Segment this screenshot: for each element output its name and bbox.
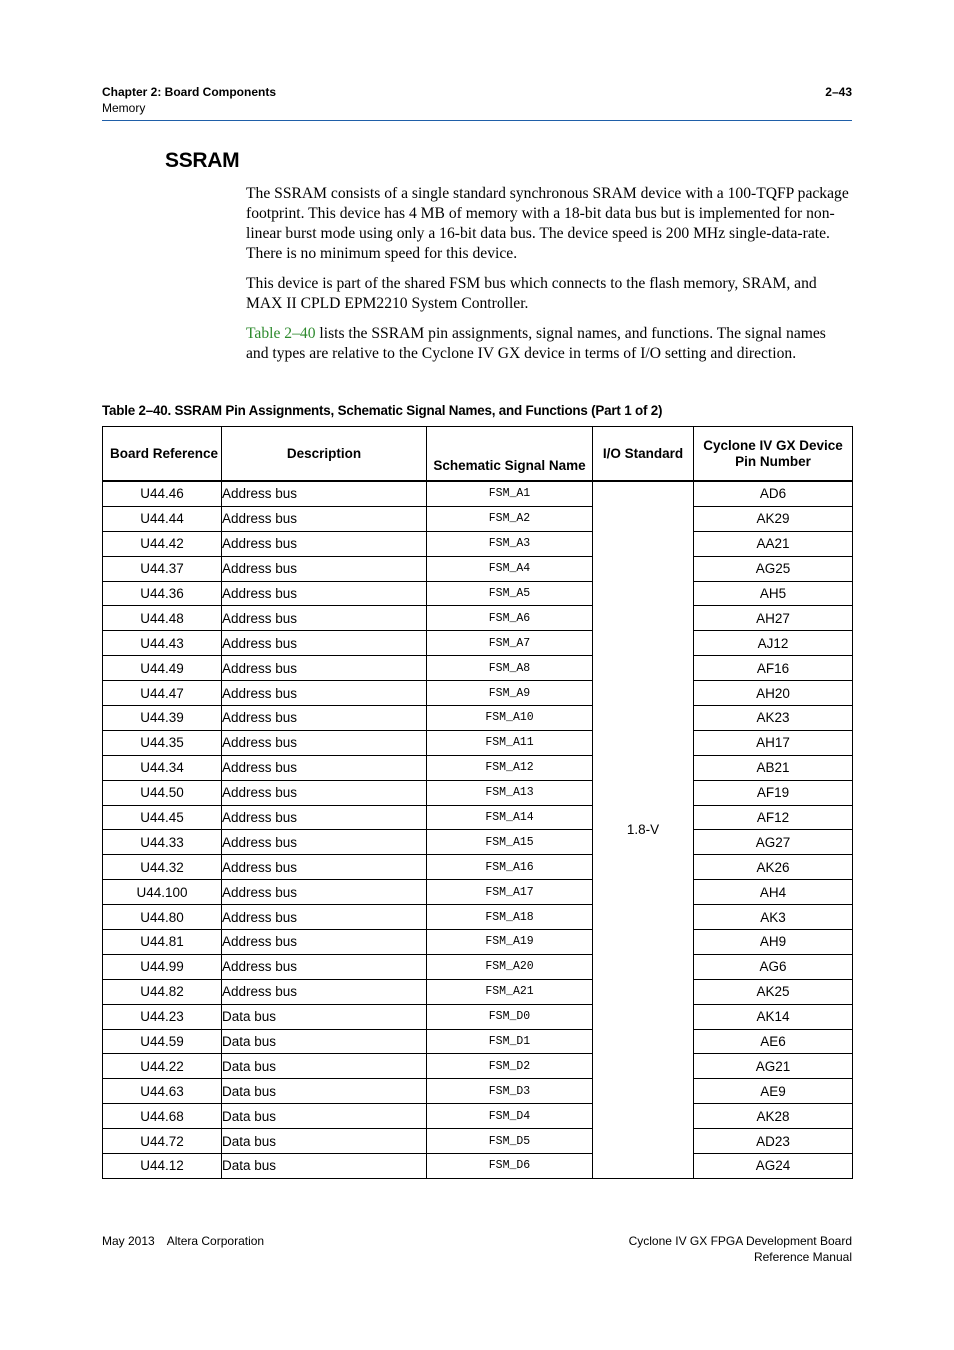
section-heading: SSRAM — [165, 149, 240, 172]
table-row — [103, 855, 853, 880]
pin-number-cell: AK14 — [694, 1004, 853, 1029]
table-row — [103, 531, 853, 556]
signal-name-cell: FSM_A8 — [427, 656, 593, 681]
description-cell: Address bus — [222, 830, 427, 855]
description-cell: Data bus — [222, 1129, 427, 1154]
description-cell: Address bus — [222, 880, 427, 905]
table-header-row — [103, 427, 853, 482]
board-reference-cell: U44.37 — [103, 556, 222, 581]
header-io-standard: I/O Standard — [593, 427, 694, 482]
description-cell: Address bus — [222, 681, 427, 706]
pin-number-cell: AB21 — [694, 755, 853, 780]
table-row — [103, 1154, 853, 1179]
signal-name-cell: FSM_D1 — [427, 1029, 593, 1054]
pin-number-cell: AD6 — [694, 481, 853, 506]
signal-name-cell: FSM_D0 — [427, 1004, 593, 1029]
board-reference-cell: U44.45 — [103, 805, 222, 830]
pin-number-cell: AK3 — [694, 905, 853, 930]
description-cell: Data bus — [222, 1079, 427, 1104]
header-signal-name: Schematic Signal Name — [427, 427, 593, 482]
description-cell: Data bus — [222, 1029, 427, 1054]
signal-name-cell: FSM_A12 — [427, 755, 593, 780]
signal-name-cell: FSM_A7 — [427, 631, 593, 656]
description-cell: Data bus — [222, 1004, 427, 1029]
header-description: Description — [222, 427, 427, 482]
board-reference-cell: U44.63 — [103, 1079, 222, 1104]
description-cell: Data bus — [222, 1154, 427, 1179]
signal-name-cell: FSM_A13 — [427, 780, 593, 805]
pin-number-cell: AG24 — [694, 1154, 853, 1179]
chapter-title: Chapter 2: Board Components — [102, 85, 277, 99]
description-cell: Address bus — [222, 481, 427, 506]
header-pin-number-line2: Pin Number — [735, 453, 811, 469]
pin-number-cell: AH9 — [694, 930, 853, 955]
signal-name-cell: FSM_A10 — [427, 706, 593, 731]
pin-number-cell: AG6 — [694, 954, 853, 979]
table-row — [103, 905, 853, 930]
pin-number-cell: AG21 — [694, 1054, 853, 1079]
signal-name-cell: FSM_A18 — [427, 905, 593, 930]
header-pin-number-line1: Cyclone IV GX Device — [703, 437, 843, 453]
description-cell: Address bus — [222, 905, 427, 930]
signal-name-cell: FSM_D5 — [427, 1129, 593, 1154]
table-row — [103, 830, 853, 855]
pin-number-cell: AE9 — [694, 1079, 853, 1104]
board-reference-cell: U44.72 — [103, 1129, 222, 1154]
pin-number-cell: AF19 — [694, 780, 853, 805]
signal-name-cell: FSM_A9 — [427, 681, 593, 706]
ssram-pin-table — [102, 426, 853, 1179]
board-reference-cell: U44.43 — [103, 631, 222, 656]
description-cell: Address bus — [222, 631, 427, 656]
pin-number-cell: AH4 — [694, 880, 853, 905]
board-reference-cell: U44.81 — [103, 930, 222, 955]
board-reference-cell: U44.23 — [103, 1004, 222, 1029]
pin-number-cell: AK23 — [694, 706, 853, 731]
paragraph-intro: The SSRAM consists of a single standard synchronous SRAM device with a 100-TQFP package footprint. This device has 4 MB of memory with a 18-bit data bus but is implemented for non-linear burst mode using only a 16-bit data bus. The device speed is 200 MHz single-data-rate. There is no minimum speed for this device. — [246, 185, 849, 262]
section-name: Memory — [102, 101, 146, 115]
running-header — [102, 84, 276, 116]
pin-number-cell: AG25 — [694, 556, 853, 581]
table-row — [103, 954, 853, 979]
table-cross-reference-link[interactable]: Table 2–40 — [246, 325, 316, 342]
signal-name-cell: FSM_A14 — [427, 805, 593, 830]
signal-name-cell: FSM_D6 — [427, 1154, 593, 1179]
description-cell: Address bus — [222, 706, 427, 731]
signal-name-cell: FSM_A5 — [427, 581, 593, 606]
header-pin-number — [694, 427, 853, 482]
pin-number-cell: AF16 — [694, 656, 853, 681]
description-cell: Address bus — [222, 556, 427, 581]
table-row — [103, 606, 853, 631]
footer-date: May 2013 — [102, 1234, 155, 1248]
page-number: 2–43 — [825, 85, 852, 99]
table-row — [103, 681, 853, 706]
table-row — [103, 656, 853, 681]
pin-number-cell: AG27 — [694, 830, 853, 855]
pin-number-cell: AA21 — [694, 531, 853, 556]
signal-name-cell: FSM_A21 — [427, 979, 593, 1004]
description-cell: Data bus — [222, 1104, 427, 1129]
board-reference-cell: U44.82 — [103, 979, 222, 1004]
pin-number-cell: AH20 — [694, 681, 853, 706]
table-body — [103, 481, 853, 1178]
signal-name-cell: FSM_A4 — [427, 556, 593, 581]
table-caption: Table 2–40. SSRAM Pin Assignments, Schematic Signal Names, and Functions (Part 1 of 2) — [102, 403, 663, 418]
table-row — [103, 979, 853, 1004]
table-row — [103, 755, 853, 780]
board-reference-cell: U44.99 — [103, 954, 222, 979]
signal-name-cell: FSM_A15 — [427, 830, 593, 855]
board-reference-cell: U44.48 — [103, 606, 222, 631]
table-row — [103, 506, 853, 531]
signal-name-cell: FSM_A6 — [427, 606, 593, 631]
table-row — [103, 556, 853, 581]
signal-name-cell: FSM_D3 — [427, 1079, 593, 1104]
description-cell: Address bus — [222, 531, 427, 556]
table-row — [103, 1029, 853, 1054]
pin-number-cell: AH17 — [694, 730, 853, 755]
pin-number-cell: AJ12 — [694, 631, 853, 656]
pin-number-cell: AE6 — [694, 1029, 853, 1054]
footer-left — [102, 1233, 264, 1249]
signal-name-cell: FSM_A3 — [427, 531, 593, 556]
board-reference-cell: U44.42 — [103, 531, 222, 556]
table-row — [103, 1054, 853, 1079]
description-cell: Address bus — [222, 581, 427, 606]
board-reference-cell: U44.80 — [103, 905, 222, 930]
header-rule — [102, 120, 852, 121]
description-cell: Address bus — [222, 954, 427, 979]
board-reference-cell: U44.22 — [103, 1054, 222, 1079]
table-row — [103, 1104, 853, 1129]
table-row — [103, 1129, 853, 1154]
signal-name-cell: FSM_A1 — [427, 481, 593, 506]
footer-doc-title-line1: Cyclone IV GX FPGA Development Board — [628, 1234, 852, 1248]
description-cell: Address bus — [222, 855, 427, 880]
board-reference-cell: U44.33 — [103, 830, 222, 855]
table-row — [103, 1004, 853, 1029]
description-cell: Address bus — [222, 606, 427, 631]
signal-name-cell: FSM_A20 — [427, 954, 593, 979]
signal-name-cell: FSM_A17 — [427, 880, 593, 905]
pin-number-cell: AH5 — [694, 581, 853, 606]
board-reference-cell: U44.46 — [103, 481, 222, 506]
paragraph-table-ref — [246, 324, 852, 364]
signal-name-cell: FSM_A16 — [427, 855, 593, 880]
board-reference-cell: U44.100 — [103, 880, 222, 905]
pin-number-cell: AK26 — [694, 855, 853, 880]
table-row — [103, 780, 853, 805]
signal-name-cell: FSM_D2 — [427, 1054, 593, 1079]
board-reference-cell: U44.39 — [103, 706, 222, 731]
description-cell: Data bus — [222, 1054, 427, 1079]
table-row — [103, 631, 853, 656]
pin-number-cell: AK25 — [694, 979, 853, 1004]
description-cell: Address bus — [222, 805, 427, 830]
description-cell: Address bus — [222, 730, 427, 755]
board-reference-cell: U44.68 — [103, 1104, 222, 1129]
board-reference-cell: U44.36 — [103, 581, 222, 606]
pin-number-cell: AK28 — [694, 1104, 853, 1129]
signal-name-cell: FSM_A19 — [427, 930, 593, 955]
description-cell: Address bus — [222, 930, 427, 955]
footer-doc-title-line2: Reference Manual — [753, 1250, 852, 1264]
signal-name-cell: FSM_A2 — [427, 506, 593, 531]
pin-number-cell: AH27 — [694, 606, 853, 631]
pin-number-cell: AK29 — [694, 506, 853, 531]
pin-number-cell: AD23 — [694, 1129, 853, 1154]
board-reference-cell: U44.59 — [103, 1029, 222, 1054]
board-reference-cell: U44.47 — [103, 681, 222, 706]
board-reference-cell: U44.44 — [103, 506, 222, 531]
board-reference-cell: U44.50 — [103, 780, 222, 805]
paragraph-bus: This device is part of the shared FSM bus which connects to the flash memory, SRAM, and MAX II CPLD EPM2210 System Controller. — [246, 275, 817, 312]
table-row — [103, 481, 853, 506]
description-cell: Address bus — [222, 780, 427, 805]
table-row — [103, 805, 853, 830]
board-reference-cell: U44.49 — [103, 656, 222, 681]
table-row — [103, 581, 853, 606]
description-cell: Address bus — [222, 755, 427, 780]
table-row — [103, 930, 853, 955]
board-reference-cell: U44.34 — [103, 755, 222, 780]
footer-right — [629, 1233, 852, 1265]
board-reference-cell: U44.12 — [103, 1154, 222, 1179]
board-reference-cell: U44.35 — [103, 730, 222, 755]
paragraph-table-ref-text: lists the SSRAM pin assignments, signal names, and functions. The signal names and types are relative to the Cyclone IV GX device in terms of I/O setting and direction. — [246, 325, 826, 362]
description-cell: Address bus — [222, 979, 427, 1004]
io-standard-cell: 1.8-V — [593, 481, 694, 1178]
table-row — [103, 730, 853, 755]
table-row — [103, 706, 853, 731]
description-cell: Address bus — [222, 506, 427, 531]
board-reference-cell: U44.32 — [103, 855, 222, 880]
signal-name-cell: FSM_D4 — [427, 1104, 593, 1129]
footer-company: Altera Corporation — [166, 1234, 265, 1248]
description-cell: Address bus — [222, 656, 427, 681]
header-board-reference: Board Reference — [103, 427, 222, 482]
table-row — [103, 1079, 853, 1104]
pin-number-cell: AF12 — [694, 805, 853, 830]
table-row — [103, 880, 853, 905]
signal-name-cell: FSM_A11 — [427, 730, 593, 755]
